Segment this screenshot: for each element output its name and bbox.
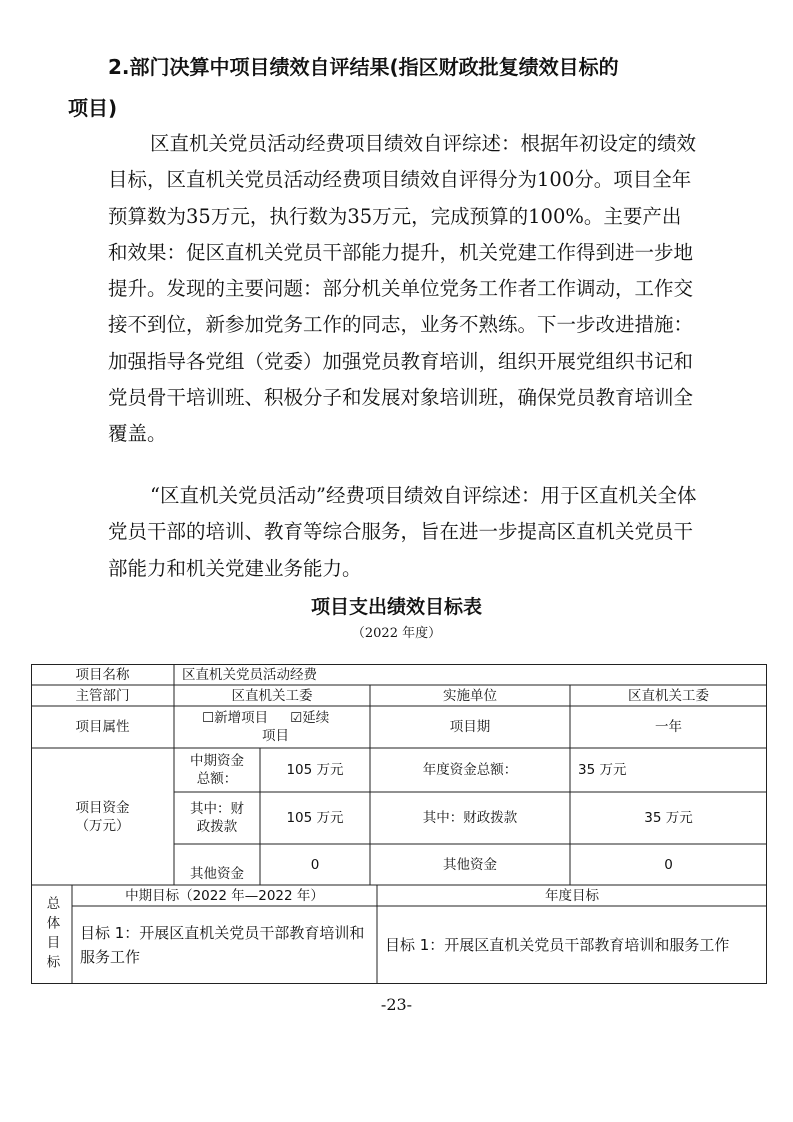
year-total-label: 年度资金总额： <box>422 762 518 778</box>
dept-value: 区直机关工委 <box>231 687 313 704</box>
page-number: -23- <box>380 995 413 1014</box>
other-funds-value: 0 <box>310 856 320 873</box>
period-label: 项目期 <box>449 719 491 735</box>
table-subtitle: （2022 年度） <box>351 626 442 641</box>
heading-line-2: 项目) <box>68 96 118 120</box>
year-total-value: 35 万元 <box>578 762 627 778</box>
year-goal-text: 目标 1：开展区直机关党员干部教育培训和服务工作 <box>385 936 730 954</box>
section-heading <box>68 47 708 129</box>
year-other-label: 其他资金 <box>443 856 497 873</box>
dept-label: 主管部门 <box>75 687 130 704</box>
paragraph-summary <box>108 126 698 453</box>
year-fiscal-label: 其中：财政拨款 <box>422 810 518 826</box>
project-name-label: 项目名称 <box>75 666 130 683</box>
paragraph-text: 区直机关党员活动经费项目绩效自评综述：根据年初设定的绩效目标，区直机关党员活动经费项目绩效自评得分为100分。项目全年预算数为35万元，执行数为35万元，完成预算的100%。主要产出和效果：促区直机关党员干部能力提升，机关党建工作得到进一步地提升。发现的主要问题：部分机关单位党务工作者工作调动，工作交接不到位，新参加党务工作的同志，业务不熟练。下一步改进措施：加强指导各党组（党委）加强党员教育培训，组织开展党组织书记和党员骨干培训班、积极分子和发展对象培训班，确保党员教育培训全覆盖。 <box>108 132 697 446</box>
other-funds-label: 其他资金 <box>190 866 244 882</box>
attr-continue-suffix: 项目 <box>262 728 289 744</box>
period-value: 一年 <box>655 719 682 735</box>
year-other-value: 0 <box>664 856 673 873</box>
attr-continue-checkbox: ☑延续 <box>290 710 330 726</box>
table-title: 项目支出绩效目标表 <box>310 596 482 618</box>
attr-options <box>174 706 370 748</box>
mid-total-label: 中期资金总额： <box>190 753 244 787</box>
heading-line-1: 2.部门决算中项目绩效自评结果(指区财政批复绩效目标的 <box>108 55 619 79</box>
mid-fiscal-label: 其中：财政拨款 <box>190 801 244 835</box>
paragraph-purpose <box>108 478 698 587</box>
overall-goal-label-cell <box>31 885 72 984</box>
mid-fiscal-value: 105 万元 <box>286 810 344 826</box>
funds-label: 项目资金（万元） <box>75 799 130 834</box>
mid-total-value: 105 万元 <box>286 762 344 778</box>
mid-goal-header: 中期目标（2022 年—2022 年） <box>125 887 324 904</box>
performance-table <box>31 664 767 984</box>
impl-value: 区直机关工委 <box>628 687 709 704</box>
paragraph-text: “区直机关党员活动”经费项目绩效自评综述：用于区直机关全体党员干部的培训、教育等综合服务，旨在进一步提高区直机关党员干部能力和机关党建业务能力。 <box>108 484 697 580</box>
attr-label: 项目属性 <box>75 719 130 735</box>
mid-goal-text: 目标 1：开展区直机关党员干部教育培训和服务工作 <box>80 924 365 966</box>
overall-goal-label: 总体目标 <box>43 895 60 974</box>
impl-label: 实施单位 <box>443 687 497 704</box>
year-goal-header: 年度目标 <box>545 887 599 904</box>
attr-new-checkbox: ☐新增项目 <box>202 710 269 726</box>
year-fiscal-value: 35 万元 <box>644 810 693 826</box>
project-name-value: 区直机关党员活动经费 <box>182 666 317 683</box>
